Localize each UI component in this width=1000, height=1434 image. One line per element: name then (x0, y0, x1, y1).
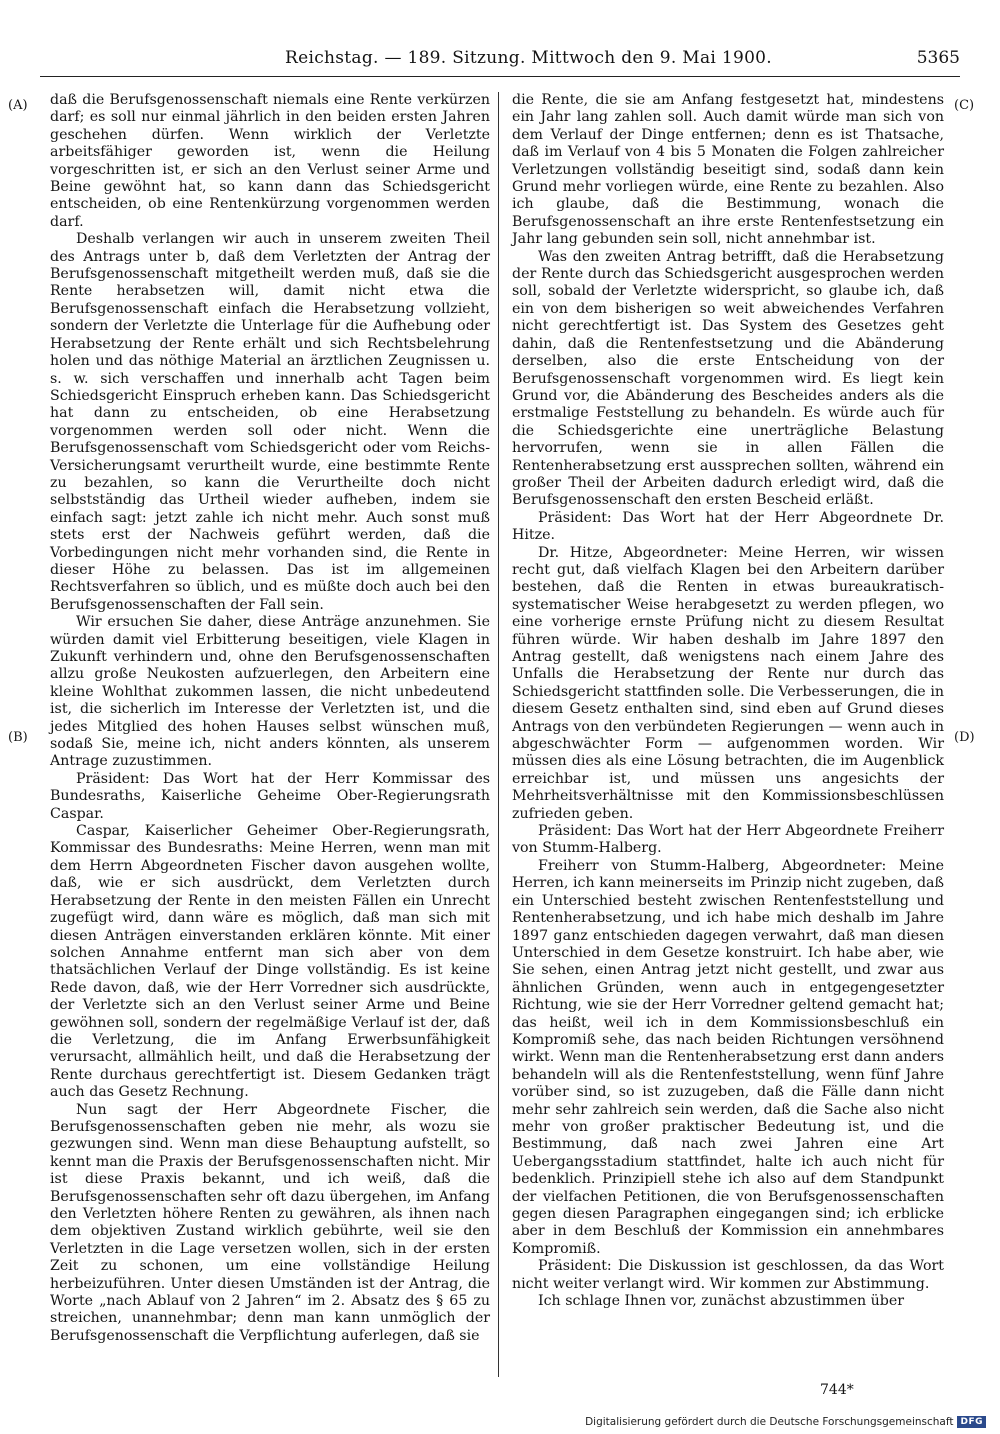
dfg-logo: DFG (957, 1416, 986, 1428)
paragraph: Deshalb verlangen wir auch in unserem zweiten Theil des Antrags unter b, daß dem Verletzten der Antrag der Berufsgenossenschaft mitgetheilt werden muß, daß sie die Rente herabsetzen will, damit nicht etwa die Berufsgenossenschaft einfach die Herabsetzung vollzieht, sondern der Verletzte die Unterlage für die Aufhebung oder Herabsetzung der Rente erhält und sich Rechtsbelehrung holen und das nöthige Material an ärztlichen Zeugnissen u. s. w. sich verschaffen und innerhalb acht Tagen beim Schiedsgericht Einspruch erheben kann. Das Schiedsgericht hat dann zu entscheiden, ob eine Herabsetzung vorgenommen werden soll oder nicht. Wenn die Berufsgenossenschaft vom Schiedsgericht oder vom Reichs-Versicherungsamt verurtheilt wurde, eine bestimmte Rente zu bezahlen, so kann die Verurtheilte doch nicht selbstständig das Urtheil wieder aufheben, indem sie einfach sagt: jetzt zahle ich nicht mehr. Auch sonst muß stets erst der Nachweis geführt werden, daß die Vorbedingungen nicht mehr vorhanden sind, die Rente in dieser Höhe zu belassen. Das ist im allgemeinen Rechtsverfahren so üblich, und es müßte doch auch bei den Berufsgenossenschaften der Fall sein. (50, 231, 490, 613)
header-rule (40, 76, 960, 77)
speaker-paragraph: Caspar, Kaiserlicher Geheimer Ober-Regierungsrath, Kommissar des Bundesraths: Meine Herren, wenn man mit dem Herrn Abgeordneten Fischer davon ausgehen wollte, daß, wie er sich ausdrückt, dem Verletzten durch Herabsetzung der Rente in den meisten Fällen ein Unrecht zugefügt wird, dann wäre es möglich, daß man sich mit diesen Anträgen einverstanden erklären könnte. Mit einer solchen Annahme entfernt man sich aber von dem thatsächlichen Verlauf der Dinge vollständig. Es ist keine Rede davon, daß, wie der Herr Vorredner sich ausdrückte, der Verletzte sich an den Verlust seiner Arme und Beine gewöhnen soll, sondern der regelmäßige Verlauf ist der, daß die Verletzung, die im Anfang Erwerbsunfähigkeit verursacht, allmählich heilt, und daß die Herabsetzung der Rente durchaus gerechtfertigt ist. Diesem Gedanken trägt auch das Gesetz Rechnung. (50, 823, 490, 1101)
margin-marker-d: (D) (954, 730, 975, 745)
paragraph: Wir ersuchen Sie daher, diese Anträge anzunehmen. Sie würden damit viel Erbitterung beseitigen, viele Klagen in Zukunft verhindern und, ohne den Berufsgenossenschaften allzu große Neukosten aufzuerlegen, den Arbeitern eine kleine Wohlthat zukommen lassen, die nicht unbedeutend ist, die sicherlich im Interesse der Verletzten ist, und die jedes Mitglied des hohen Hauses selbst wünschen muß, sodaß Sie, meine ich, nicht anders könnten, als unserem Antrage zuzustimmen. (50, 614, 490, 770)
paragraph: Ich schlage Ihnen vor, zunächst abzustimmen über (538, 1293, 905, 1310)
paragraph: Was den zweiten Antrag betrifft, daß die Herabsetzung der Rente durch das Schiedsgericht ausgesprochen werden soll, sobald der Verletzte widerspricht, so glaube ich, daß ein von dem bisherigen so weit abweichendes Verfahren nicht gerechtfertigt ist. Das System des Gesetzes geht dahin, daß die Rentenfestsetzung und die Abänderung derselben, also die erste Entscheidung von der Berufsgenossenschaft vorgenommen wird. Es liegt kein Grund vor, die Abänderung des Bescheides anders als die erstmalige Feststellung zu behandeln. Es würde auch für die Schiedsgerichte eine unerträgliche Belastung hervorrufen, wenn sie in allen Fällen die Rentenherabsetzung erst aussprechen sollten, während ein großer Theil der Arbeiten dadurch erledigt wird, daß die Berufsgenossenschaft den ersten Bescheid erläßt. (512, 248, 944, 509)
footer (585, 1416, 986, 1428)
speaker-paragraph: Präsident: Das Wort hat der Herr Kommissar des Bundesraths, Kaiserliche Geheime Ober-Regierungsrath Caspar. (50, 770, 490, 822)
margin-marker-a: (A) (8, 98, 28, 113)
page-number: 5365 (916, 48, 960, 68)
speaker-paragraph: Präsident: Die Diskussion ist geschlossen, da das Wort nicht weiter verlangt wird. Wir kommen zur Abstimmung. (512, 1258, 944, 1292)
right-column (512, 92, 944, 1310)
speaker-paragraph: Freiherr von Stumm-Halberg, Abgeordneter: Meine Herren, ich kann meinerseits im Prinzip nicht zugeben, daß ein Unterschied besteht zwischen Rentenfeststellung und Rentenherabsetzung, und ich habe mich deshalb im Jahre 1897 ganz entschieden dagegen verwahrt, daß man diesen Unterschied in dem Gesetze konstruirt. Ich habe aber, wie Sie sehen, einen Antrag jetzt nicht gestellt, und zwar aus ähnlichen Gründen, wenn auch in entgegengesetzter Richtung, wie sie der Herr Vorredner geltend gemacht hat; das heißt, weil ich in dem Kommissionsbeschluß ein Kompromiß sehe, das nach beiden Richtungen versöhnend wirkt. Wenn man die Rentenherabsetzung erst dann anders behandeln will als die Rentenfeststellung, wenn fünf Jahre vorüber sind, so ist zuzugeben, daß die Fälle dann nicht mehr sehr zahlreich sein werden, daß die Sache also nicht mehr von großer praktischer Bedeutung ist, und die Bestimmung, daß nach zwei Jahren eine Art Uebergangsstadium stattfindet, halte ich auch nicht für bedenklich. Prinzipiell stehe ich also auf dem Standpunkt der vielfachen Petitionen, die von Berufsgenossenschaften gegen diesen Paragraphen eingegangen sind; ich erblicke aber in dem Beschluß der Kommission ein annehmbares Kompromiß. (512, 857, 944, 1257)
paragraph: die Rente, die sie am Anfang festgesetzt hat, mindestens ein Jahr lang zahlen soll. Auch damit würde man sich von dem Verlauf der Dinge entfernen; denn es ist Thatsache, daß im Verlauf von 4 bis 5 Monaten die Folgen zahlreicher Verletzungen vollständig beseitigt sind, sodaß dann kein Grund mehr vorliegen würde, eine Rente zu bezahlen. Also ich glaube, daß die Bestimmung, wonach die Berufsgenossenschaft an ihre erste Rentenfestsetzung ein Jahr lang gebunden sein soll, nicht annehmbar ist. (512, 92, 944, 248)
footer-text: Digitalisierung gefördert durch die Deutsche Forschungsgemeinschaft (585, 1416, 954, 1428)
speaker-paragraph: Präsident: Das Wort hat der Herr Abgeordnete Dr. Hitze. (512, 509, 944, 544)
margin-marker-c: (C) (954, 98, 975, 113)
paragraph: daß die Berufsgenossenschaft niemals eine Rente verkürzen darf; es soll nur einmal jährlich in den beiden ersten Jahren geschehen dürfen. Wenn wirklich der Verletzte arbeitsfähiger geworden ist, wenn die Heilung vorgeschritten ist, er sich an den Verlust seiner Arme und Beine gewöhnt hat, so kann dann das Schiedsgericht entscheiden, ob eine Rentenkürzung vorgenommen werden darf. (50, 92, 490, 230)
left-column (50, 92, 490, 1345)
column-separator (498, 92, 499, 1377)
header-title: Reichstag. — 189. Sitzung. Mittwoch den 9. Mai 1900. (285, 48, 773, 68)
signature-mark: 744* (820, 1382, 854, 1398)
speaker-paragraph: Präsident: Das Wort hat der Herr Abgeordnete Freiherr von Stumm-Halberg. (512, 823, 944, 857)
margin-marker-b: (B) (8, 730, 28, 745)
page-header (40, 44, 960, 74)
paragraph: Nun sagt der Herr Abgeordnete Fischer, die Berufsgenossenschaften geben nie mehr, als wozu sie gezwungen sind. Wenn man diese Behauptung aufstellt, so kennt man die Praxis der Berufsgenossenschaften nicht. Mir ist diese Praxis bekannt, und ich weiß, daß die Berufsgenossenschaften sehr oft dazu übergehen, im Anfang den Verletzten höhere Renten zu gewähren, als ihnen nach dem objektiven Zustand wirklich gebührte, weil sie den Verletzten in die Lage versetzen wollen, sich in der ersten Zeit zu schonen, um eine vollständige Heilung herbeizuführen. Unter diesen Umständen ist der Antrag, die Worte „nach Ablauf von 2 Jahren“ im 2. Absatz des § 65 zu streichen, unannehmbar; denn man kann unmöglich der Berufsgenossenschaft die Verpflichtung auferlegen, daß sie (50, 1101, 490, 1344)
speaker-paragraph: Dr. Hitze, Abgeordneter: Meine Herren, wir wissen recht gut, daß vielfach Klagen bei den Arbeitern darüber bestehen, daß die Renten in etwas bureaukratisch-systematischer Weise herabgesetzt zu werden pflegen, wo eine vorherige ernste Prüfung nicht zu diesem Resultat führen würde. Wir haben deshalb im Jahre 1897 den Antrag gestellt, daß wenigstens nach einem Jahre des Unfalls die Herabsetzung der Rente nur durch das Schiedsgericht stattfinden solle. Die Verbesserungen, die in diesem Gesetz enthalten sind, sind eben auf Grund dieses Antrags von den verbündeten Regierungen — wenn auch in abgeschwächter Form — aufgenommen worden. Wir müssen dies als eine Lösung betrachten, die im Augenblick erreichbar ist, und müssen uns angesichts der Mehrheitsverhältnisse mit den Kommissionsbeschlüssen zufrieden geben. (512, 544, 944, 822)
